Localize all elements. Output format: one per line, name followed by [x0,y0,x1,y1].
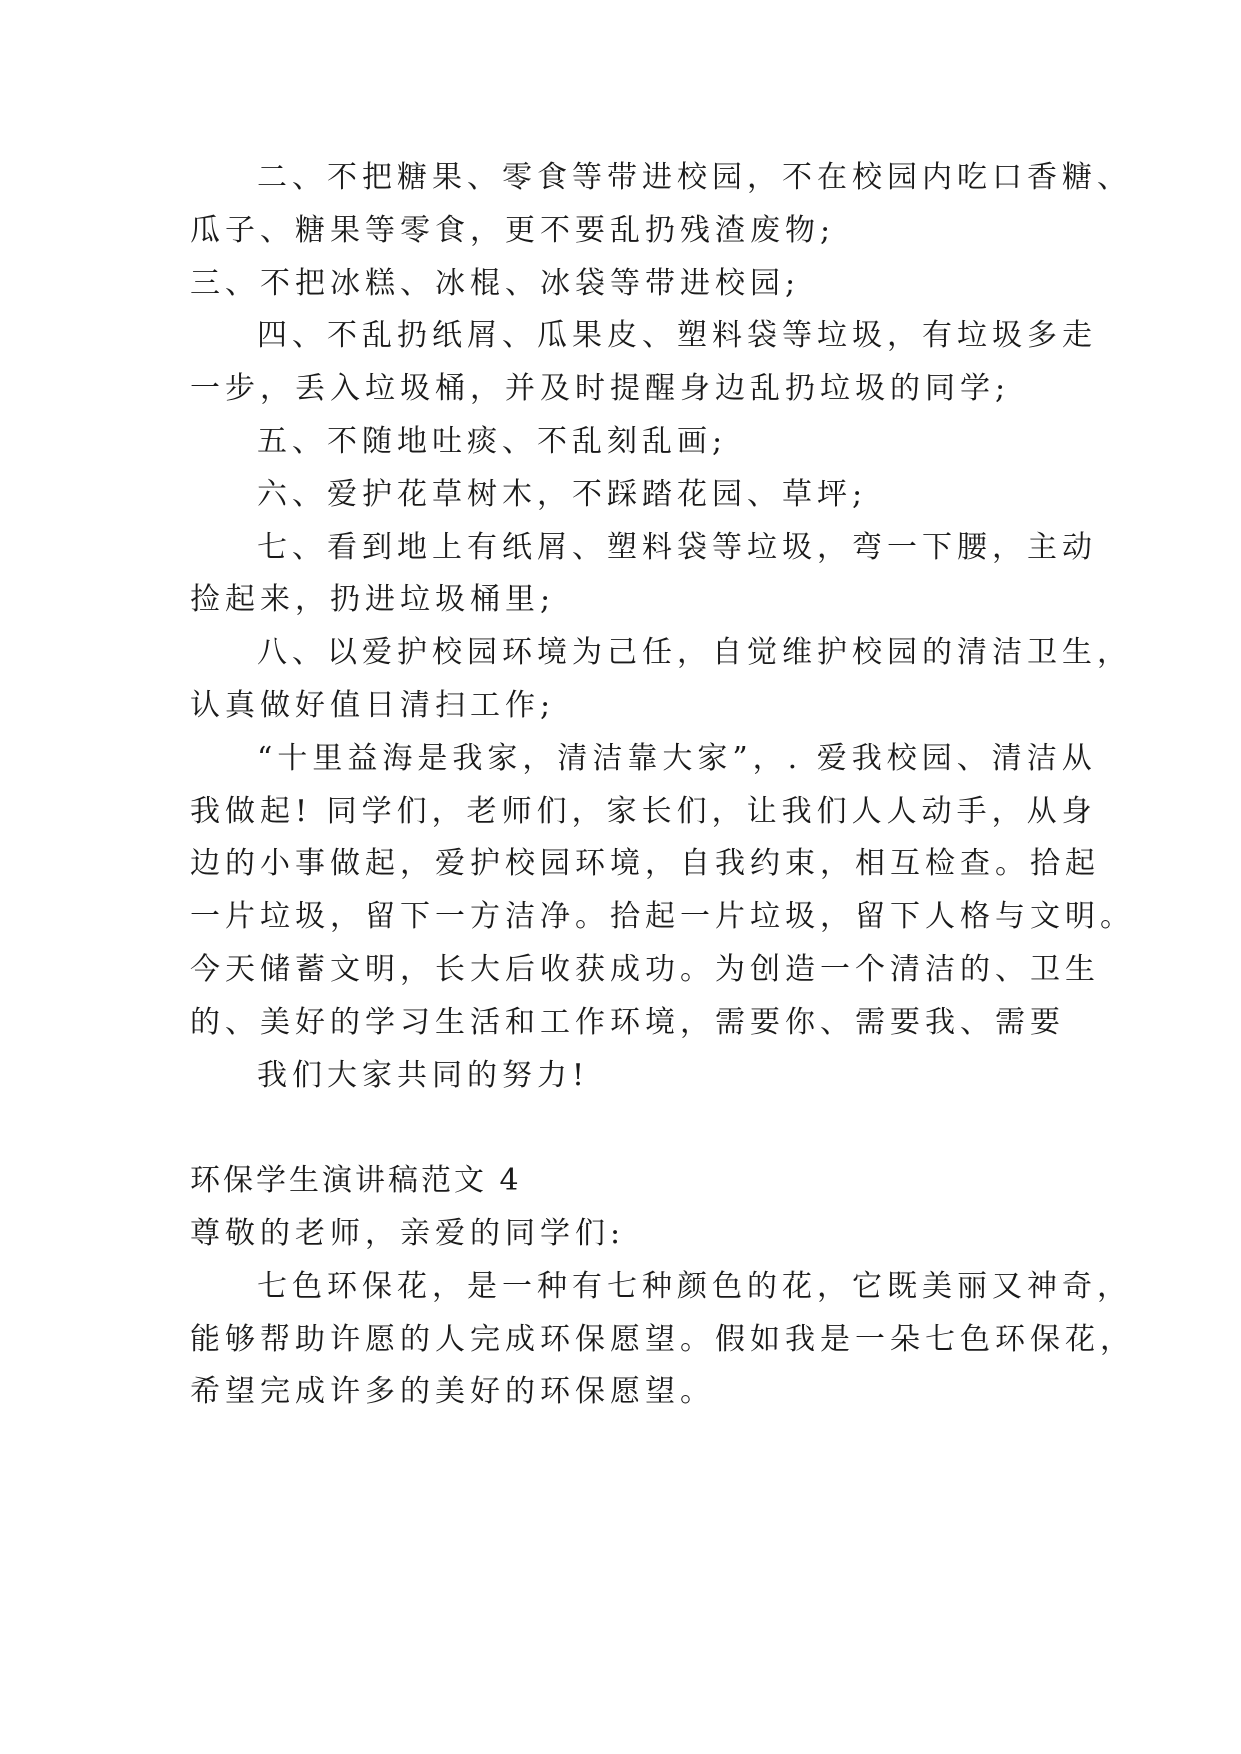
rule-4-line-1: 四、不乱扔纸屑、瓜果皮、塑料袋等垃圾，有垃圾多走 [257,318,1097,353]
rule-5-line: 五、不随地吐痰、不乱刻乱画; [257,424,728,459]
rule-7-line-2: 捡起来，扔进垃圾桶里; [190,582,556,617]
closing-paragraph-line-1: “十里益海是我家，清洁靠大家”，. 爱我校园、清洁从 [257,741,1097,776]
paragraph-line-3: 希望完成许多的美好的环保愿望。 [190,1374,715,1409]
closing-paragraph-line-4: 一片垃圾，留下一方洁净。拾起一片垃圾，留下人格与文明。 [190,899,1135,934]
paragraph-line-2: 能够帮助许愿的人完成环保愿望。假如我是一朵七色环保花， [190,1322,1135,1357]
closing-paragraph-line-7: 我们大家共同的努力! [257,1058,590,1093]
closing-paragraph-line-3: 边的小事做起，爱护校园环境，自我约束，相互检查。拾起 [190,846,1100,881]
paragraph-line-1: 七色环保花，是一种有七种颜色的花，它既美丽又神奇， [257,1269,1132,1304]
rule-7-line-1: 七、看到地上有纸屑、塑料袋等垃圾，弯一下腰，主动 [257,530,1097,565]
rule-2-line-1: 二、不把糖果、零食等带进校园，不在校园内吃口香糖、 [257,160,1132,195]
rule-2-line-2: 瓜子、糖果等零食，更不要乱扔残渣废物; [190,213,836,248]
rule-6-line: 六、爱护花草树木，不踩踏花园、草坪; [257,477,868,512]
rule-3-line: 三、不把冰糕、冰棍、冰袋等带进校园; [190,266,801,301]
closing-paragraph-line-6: 的、美好的学习生活和工作环境，需要你、需要我、需要 [190,1005,1065,1040]
section-title: 环保学生演讲稿范文 4 [190,1163,522,1198]
closing-paragraph-line-2: 我做起! 同学们，老师们，家长们，让我们人人动手，从身 [190,794,1097,829]
rule-8-line-1: 八、以爱护校园环境为己任，自觉维护校园的清洁卫生， [257,635,1132,670]
salutation: 尊敬的老师，亲爱的同学们: [190,1216,626,1251]
rule-8-line-2: 认真做好值日清扫工作; [190,688,556,723]
rule-4-line-2: 一步，丢入垃圾桶，并及时提醒身边乱扔垃圾的同学; [190,371,1011,406]
closing-paragraph-line-5: 今天储蓄文明，长大后收获成功。为创造一个清洁的、卫生 [190,952,1100,987]
